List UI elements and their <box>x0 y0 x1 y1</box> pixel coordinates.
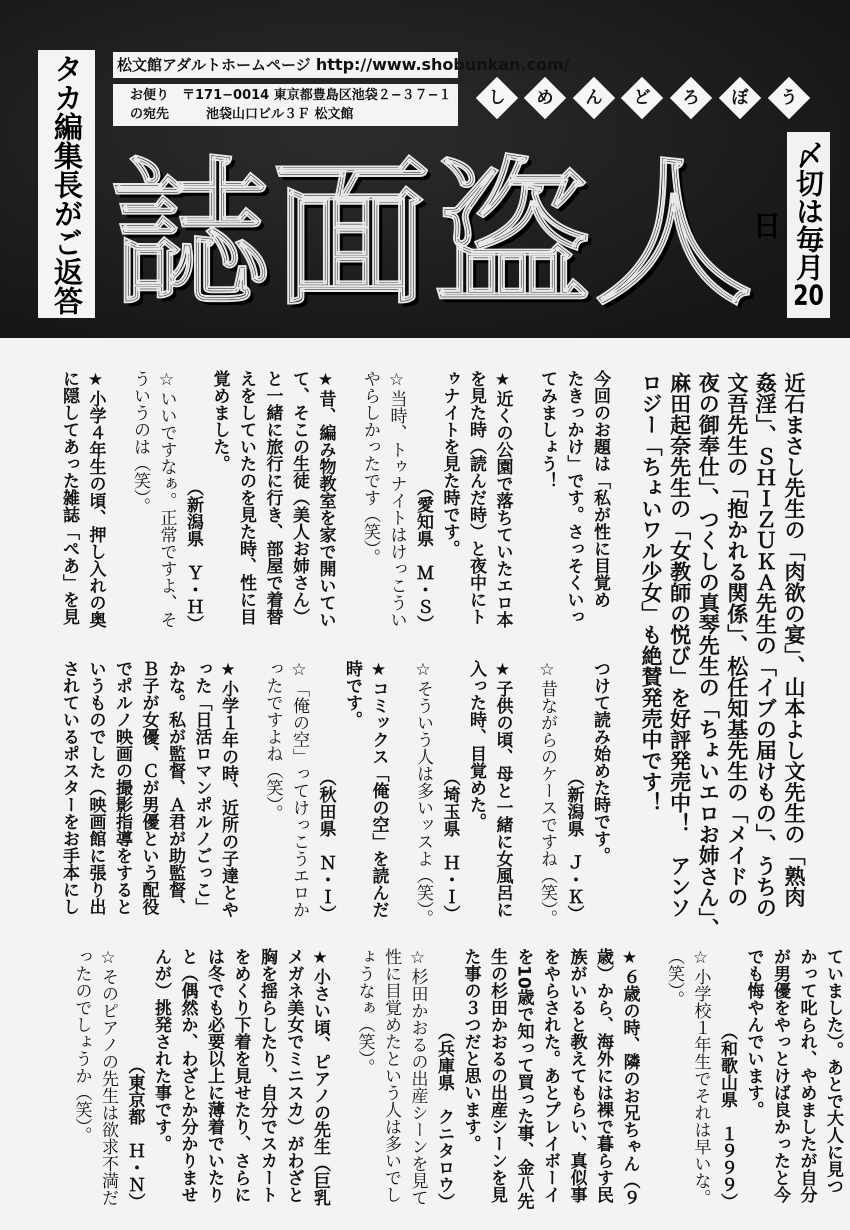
text-line: いうものでした（映画館に張り出 <box>85 660 106 915</box>
text-line: かな。私が監督、Ａ君が助監督、 <box>165 660 185 915</box>
text-line: ゥナイトを見た時です。 <box>439 370 460 557</box>
deadline-text: 〆切は毎月 <box>792 141 825 281</box>
text-line: ょうなぁ（笑）。 <box>354 948 375 1076</box>
reader-letter-line: ★昔、編み物教室を家で開いてい <box>315 370 336 628</box>
text-line: を見た時（読んだ時）と夜中にト <box>466 370 486 625</box>
text-line: て、そこの生徒（美人お姉さん） <box>289 370 309 625</box>
title-char: 盗 <box>433 143 592 327</box>
text-line: を10歳で知って買った事、金八先 <box>513 948 534 1210</box>
text-line: たきっかけ」です。さっそくいっ <box>563 370 584 625</box>
text-line: った「日活ロマンポルノごっこ」 <box>191 660 212 915</box>
text-line: 覚めました。 <box>209 370 230 472</box>
intro-announcement <box>636 372 808 937</box>
editor-reply-line: ☆小学校１年生でそれは早いな。 <box>690 948 711 1206</box>
page-title <box>110 140 754 330</box>
reader-letter-line: ★小さい頃、ピアノの先生（巨乳 <box>310 948 330 1206</box>
mail-label-2: の宛先 <box>130 107 170 122</box>
text-line: ていました）。あとで大人に見つ <box>823 948 843 1195</box>
reading-char: ぼ <box>731 88 749 108</box>
editor-reply-line: ☆いいですなぁ。正常ですよ、そ <box>156 370 177 628</box>
deadline-badge <box>749 132 830 318</box>
reader-signature: （秋田県 Ｎ・Ｉ） <box>315 769 336 922</box>
reader-signature: （埼玉県 Ｈ・Ｉ） <box>439 769 460 922</box>
reading-char: う <box>780 88 798 108</box>
header-banner <box>0 0 850 338</box>
editor-reply-line: ☆そういう人は多いッスよ（笑）。 <box>413 660 433 927</box>
reading-char: ど <box>633 88 651 108</box>
deadline-suffix: 日 <box>749 211 782 239</box>
intro-line: 近石まさし先生の「肉欲の宴」、山本よし文先生の「熟肉 <box>782 372 806 908</box>
reading-diamond <box>668 75 714 121</box>
title-char: 面 <box>272 143 431 327</box>
text-line: 生の杉田かおるの出産シーンを見 <box>487 948 507 1203</box>
title-reading <box>474 75 814 121</box>
text-line: ういうのは（笑）。 <box>130 370 150 515</box>
reading-diamond <box>717 75 763 121</box>
letters-tier-3 <box>68 948 846 1210</box>
editor-reply-line: ☆杉田かおるの出産シーンを見て <box>407 948 428 1206</box>
text-line: が男優をやっとけば良かったと今 <box>770 948 790 1203</box>
text-line: 時です。 <box>342 660 362 728</box>
reading-diamond <box>474 75 520 121</box>
letters-tier-1 <box>56 370 614 632</box>
text-line: をめくり下着を見せたり、さらに <box>230 948 251 1203</box>
text-line: 今回のお題は「私が性に目覚め <box>590 370 610 608</box>
reading-diamond <box>571 75 617 121</box>
text-line: ったですよね（笑）。 <box>262 660 283 822</box>
reader-signature: （新潟県 Ｊ・Ｋ） <box>563 769 584 922</box>
reader-letter-line: ★６歳の時、隣のお兄ちゃん（９ <box>619 948 640 1206</box>
text-line: 歳）から、海外には裸で暮らす民 <box>593 948 613 1203</box>
text-line: つけて読み始めた時です。 <box>590 660 610 864</box>
text-line: でポルノ映画の撮影指導をすると <box>112 660 132 915</box>
reading-diamond <box>619 75 665 121</box>
reading-char: ろ <box>682 88 700 108</box>
intro-line: 夜の御奉仕」、つくしの真琴先生の「ちょいエロお姉さん」、 <box>696 372 721 939</box>
intro-line: 姦淫」、ＳＨＩＺＵＫＡ先生の「イブの届けもの」、うちの <box>753 372 778 918</box>
text-line: でも悔やんでいます。 <box>743 948 764 1118</box>
title-char: 誌 <box>111 143 270 327</box>
text-line: んが）挑発された事です。 <box>151 948 171 1152</box>
title-char: 人 <box>594 143 753 327</box>
text-line: 性に目覚めたという人は多いでし <box>381 948 401 1203</box>
text-line: 族がいると教えてもらい、真似事 <box>566 948 587 1203</box>
text-line: と一緒に旅行に行き、部屋で着替 <box>262 370 283 625</box>
reader-signature: （東京都 Ｈ・Ｎ） <box>124 1057 145 1210</box>
text-line: Ｂ子が女優、Ｃが男優という配役 <box>138 660 159 915</box>
text-line: 胸を揺らしたり、自分でスカート <box>257 948 277 1203</box>
text-line: は冬でも必要以上に薄着でいたり <box>204 948 224 1203</box>
homepage-label: 松文館アダルトホームページ <box>117 56 311 74</box>
reader-signature: （愛知県 Ｍ・Ｓ） <box>413 479 433 632</box>
reading-diamond <box>522 75 568 121</box>
homepage-url[interactable]: http://www.shobunkan.com/ <box>315 55 570 74</box>
reader-signature: （和歌山県 １９９９） <box>717 1023 737 1210</box>
text-line: と（偶然か、わざとか分かりませ <box>177 948 198 1203</box>
homepage-box <box>113 52 570 78</box>
reader-letter-line: ★子供の頃、母と一緒に女風呂に <box>492 660 513 918</box>
text-line: やらしかったです（笑）。 <box>360 370 380 566</box>
reading-char: ん <box>585 88 603 108</box>
text-line: ったのでしょうか（笑）。 <box>71 948 92 1144</box>
text-line: （笑）。 <box>664 948 684 1008</box>
editor-reply-line: ☆当時、トゥナイトはけっこうい <box>386 370 407 628</box>
reading-char: し <box>488 88 506 108</box>
intro-line: 文吾先生の「抱かれる関係」、松任知基先生の「メイドの <box>724 372 749 908</box>
text-line: に隠してあった雑誌「ぺあ」を見 <box>59 370 79 625</box>
text-line: てみましょう！ <box>537 370 557 489</box>
reading-diamond <box>766 75 812 121</box>
reader-letter-line: ★近くの公園で落ちていたエロ本 <box>492 370 513 628</box>
reading-char: め <box>536 88 554 108</box>
text-line: されているポスターをお手本にし <box>59 660 79 915</box>
reader-letter-line: ★コミックス「俺の空」を読んだ <box>368 660 389 918</box>
intro-line: 麻田起奈先生の「女教師の悦び」を好評発売中！ アンソ <box>667 372 692 918</box>
text-line: えをしていたのを見た時、性に目 <box>236 370 256 625</box>
reader-signature: （兵庫県 クニタロウ） <box>434 1023 454 1210</box>
reader-signature: （新潟県 Ｙ・Ｈ） <box>183 479 203 632</box>
reader-letter-line: ★小学４年生の頃、押し入れの奥 <box>85 370 106 628</box>
text-line: をやらされた。あとプレイボーイ <box>540 948 560 1203</box>
intro-line: ロジー「ちょいワル少女」も絶賛発売中です！ <box>639 372 664 813</box>
deadline-day: 20 <box>793 281 824 309</box>
editor-reply-line: ☆昔ながらのケースですね（笑）。 <box>537 660 557 927</box>
text-line: 入った時、目覚めた。 <box>466 660 486 830</box>
editor-reply-line: ☆そのピアノの先生は欲求不満だ <box>98 948 118 1206</box>
address-line-2: 池袋山口ビル３Ｆ 松文館 <box>206 107 354 122</box>
text-line: た事の３つだと思います。 <box>460 948 481 1152</box>
mailing-address-box <box>113 84 458 126</box>
mail-label-1: お便り <box>130 88 170 103</box>
editor-reply-line: ☆「俺の空」ってけっこうエロか <box>289 660 309 918</box>
address-line-1: 〒171−0014 東京都豊島区池袋２−３７−１ <box>182 88 452 103</box>
editor-reply-label: タカ編集長がご返答 <box>38 50 95 318</box>
reader-letter-line: ★小学１年の時、近所の子達とや <box>218 660 238 918</box>
text-line: メガネ美女でミニスカ）がわざと <box>283 948 304 1203</box>
text-line: かって叱られ、やめましたが自分 <box>796 948 817 1203</box>
letters-tier-2 <box>56 660 614 927</box>
